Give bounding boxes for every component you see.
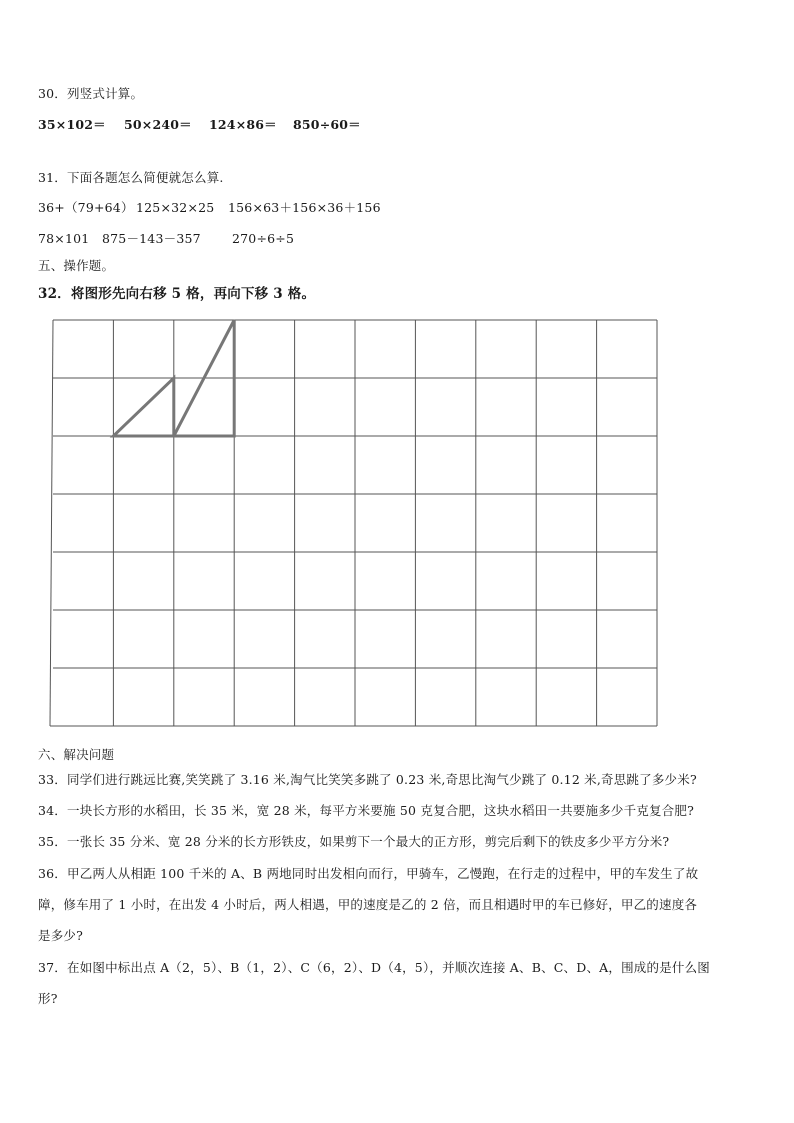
q36-line-2: 障，修车用了 1 小时，在出发 4 小时后，两人相遇，甲的速度是乙的 2 倍，而且相遇时甲的车已修好，甲乙的速度各 [38, 897, 698, 912]
q31-row1-item-2: 125×32×25 [136, 200, 215, 215]
q36-line-3: 是多少? [38, 928, 84, 943]
small-triangle [113, 378, 173, 436]
q31-row2-item-2: 875－143－357 [102, 231, 201, 246]
q32-title: 32．将图形先向右移 5 格，再向下移 3 格。 [38, 286, 316, 302]
q30-item-1: 35×102＝ [38, 117, 106, 132]
q34-text: 34．一块长方形的水稻田，长 35 米，宽 28 米，每平方米要施 50 克复合肥，这块水稻田一共要施多少千克复合肥? [38, 803, 694, 818]
q37-line-2: 形? [38, 991, 58, 1006]
q31-title: 31．下面各题怎么简便就怎么算. [38, 170, 224, 185]
q31-row2-item-1: 78×101 [38, 231, 90, 246]
q36-line-1: 36．甲乙两人从相距 100 千米的 A、B 两地同时出发相向而行，甲骑车，乙慢跑，在行走的过程中，甲的车发生了故 [38, 866, 699, 881]
q30-item-2: 50×240＝ [124, 117, 192, 132]
q30-item-3: 124×86＝ [209, 117, 277, 132]
section5-title: 五、操作题。 [38, 258, 115, 273]
q31-row1-item-1: 36+（79+64） [38, 200, 134, 215]
q31-row2-item-3: 270÷6÷5 [232, 231, 295, 246]
grid-lines [50, 320, 657, 726]
q30-item-4: 850÷60＝ [293, 117, 361, 132]
q33-text: 33．同学们进行跳远比赛,笑笑跳了 3.16 米,淘气比笑笑多跳了 0.23 米,奇思比淘气少跳了 0.12 米,奇思跳了多少米? [38, 772, 697, 787]
q37-line-1: 37．在如图中标出点 A（2，5）、B（1，2）、C（6，2）、D（4，5），并顺次连接 A、B、C、D、A，围成的是什么图 [38, 960, 711, 975]
q35-text: 35．一张长 35 分米、宽 28 分米的长方形铁皮，如果剪下一个最大的正方形，剪完后剩下的铁皮多少平方分米? [38, 834, 670, 849]
section6-title: 六、解决问题 [38, 747, 115, 762]
grid-vertical-line [50, 320, 53, 726]
q30-title: 30．列竖式计算。 [38, 86, 144, 101]
q31-row1-item-3: 156×63＋156×36＋156 [228, 200, 381, 215]
